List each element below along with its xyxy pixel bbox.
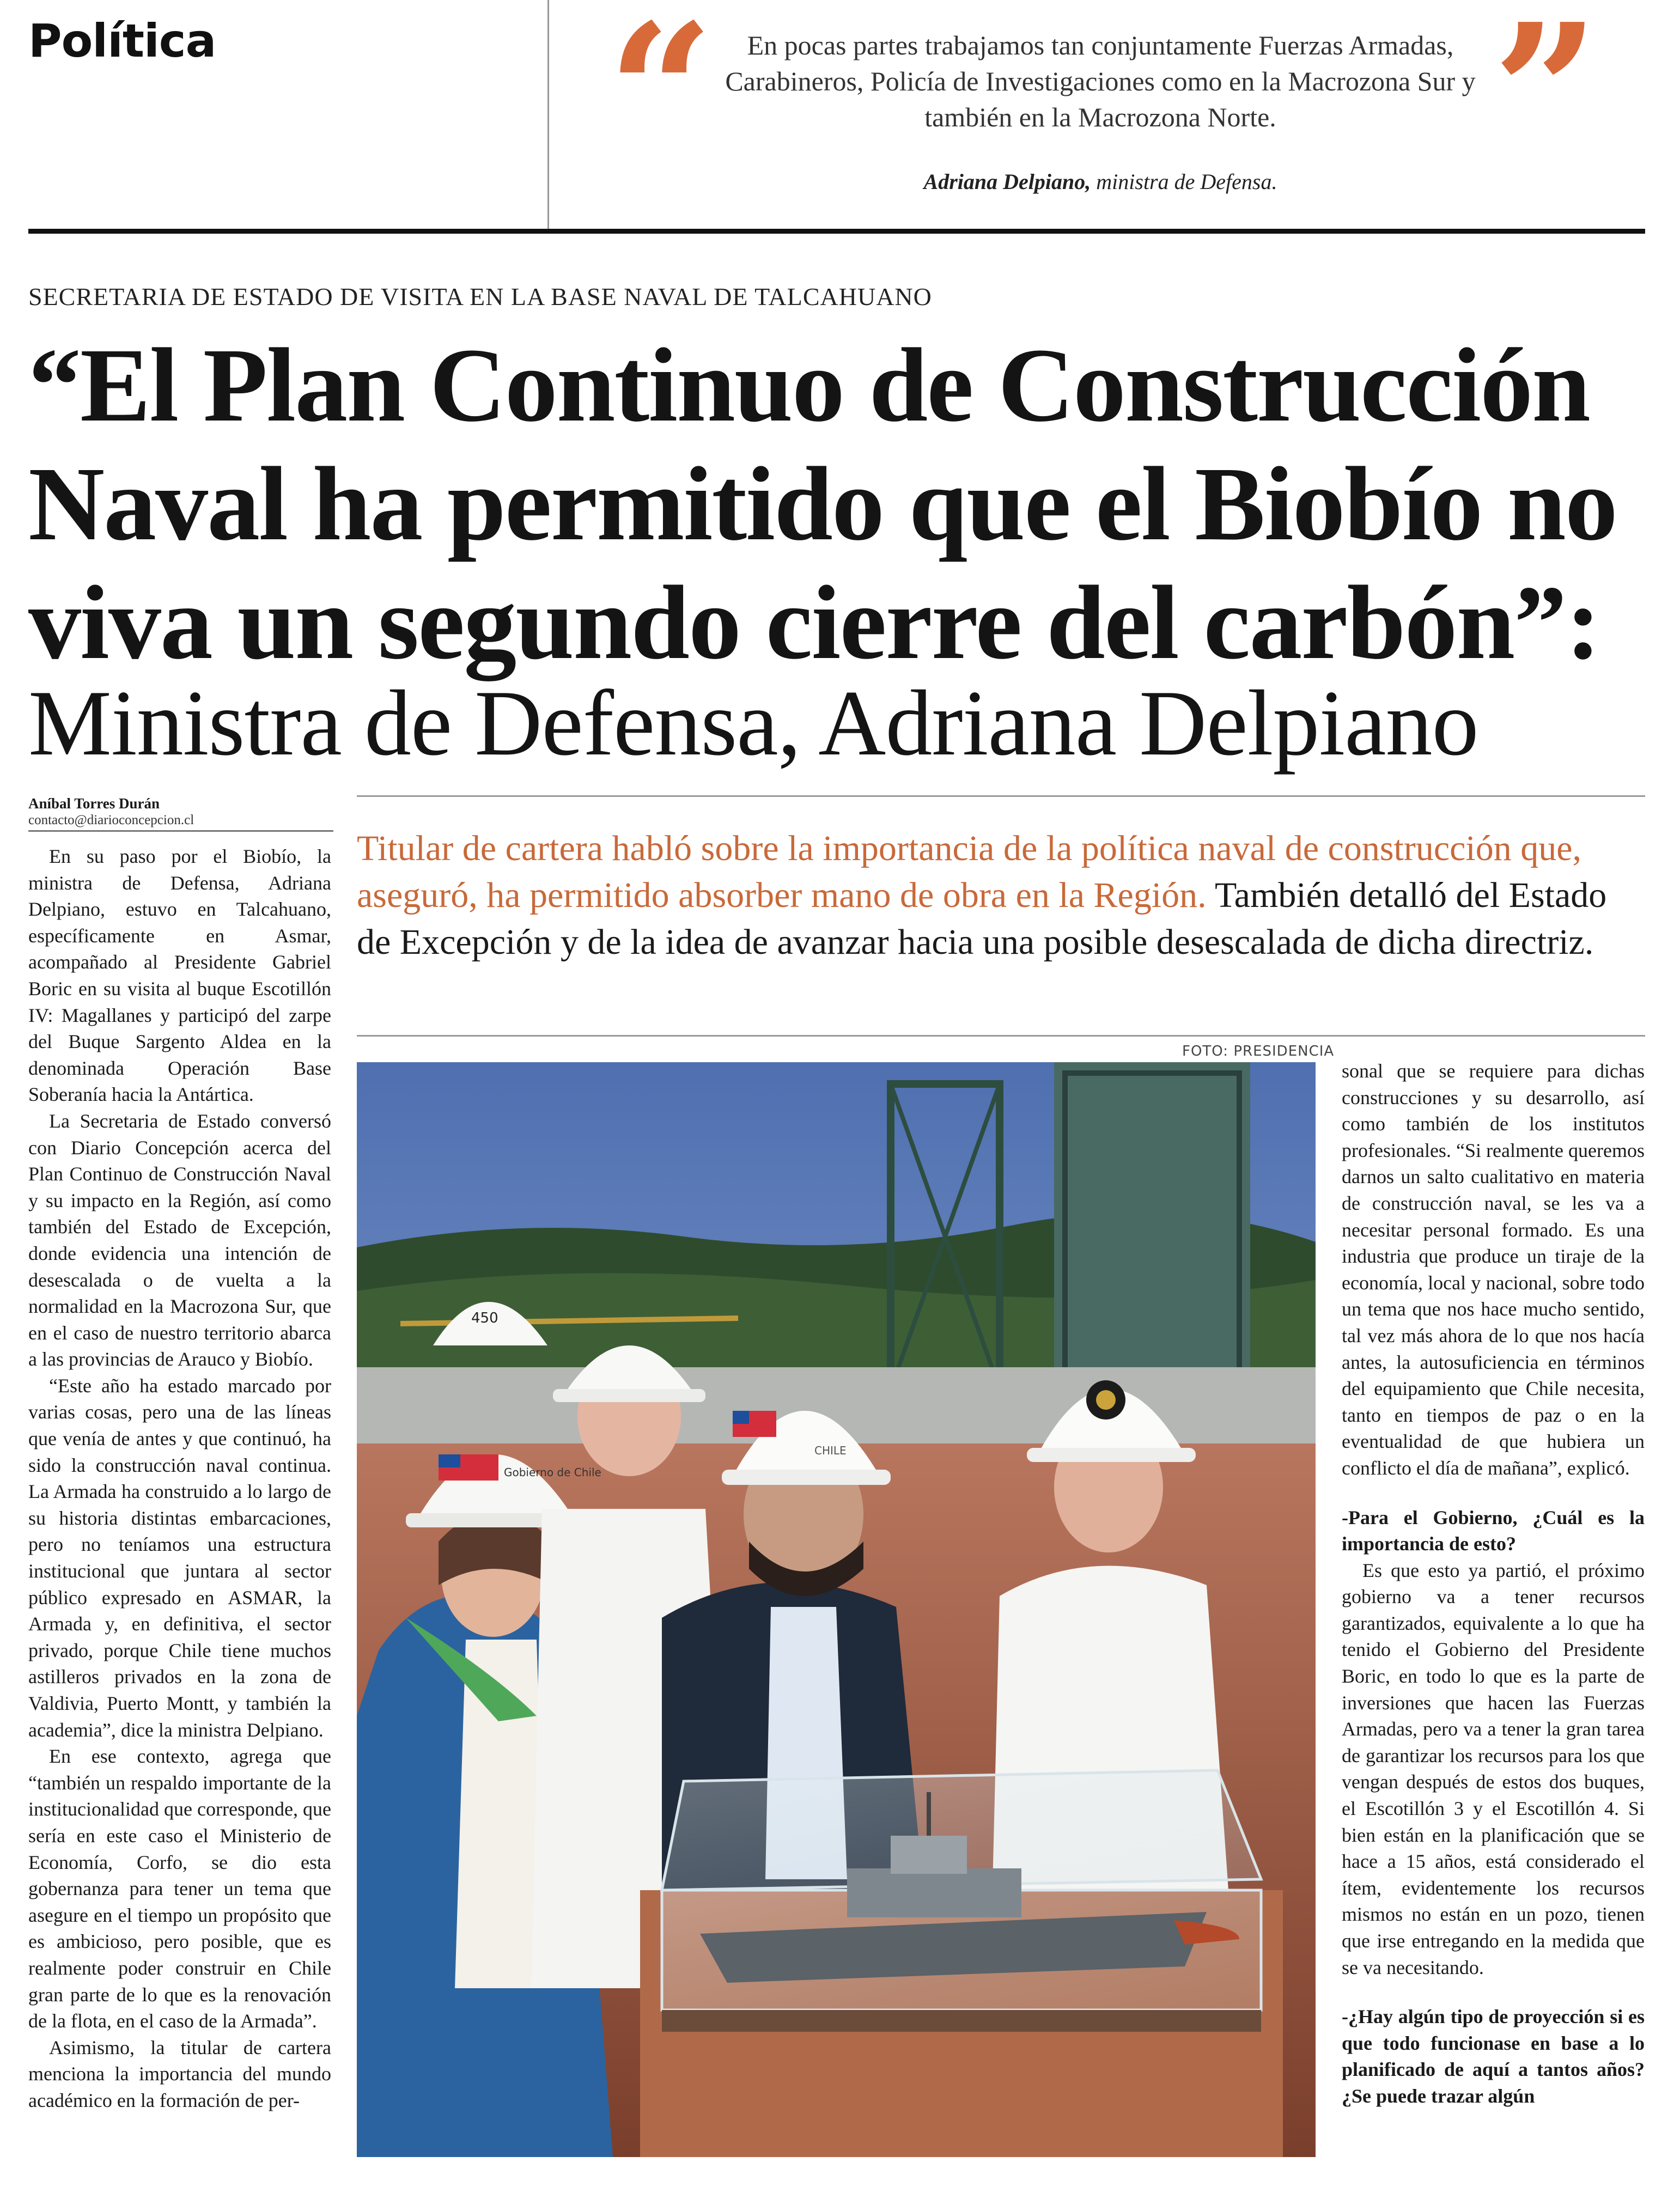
helmet-badge: CHILE [814, 1444, 847, 1457]
header-rule [28, 229, 1645, 234]
helmet-label: Gobierno de Chile [504, 1466, 601, 1479]
header-divider [547, 0, 549, 229]
body-paragraph: En su paso por el Biobío, la ministra de Defensa, Adriana Delpiano, estuvo en Talcahuano, específicamente en Asmar, acompañado al Presidente Gabriel Boric en su visita al buque Escotillón IV: Magallanes y participó del zarpe del Buque Sargento Aldea en la denominada Operación Base Soberanía hacia la Antártica. [28, 845, 331, 1106]
close-quote-icon: ” [1493, 0, 1599, 201]
body-right-column [1342, 1058, 1645, 2110]
body-paragraph: sonal que se requiere para dichas construcciones y su desarrollo, así como también de los institutos profesionales. “Si realmente queremos darnos un salto cualitativo en materia de construcción naval, se les va a necesitar personal formado. Es una industria que produce un tiraje de la economía, local y nacional, sobre todo un tema que nos hace mucho sentido, tal vez más ahora de lo que nos hacía antes, la autosuficiencia en términos del equipamiento que Chile necesita, tanto en tiempos de paz o en la eventualidad de que hubiera un conflicto el día de mañana”, explicó. [1342, 1060, 1645, 1479]
lead-accent: Titular de cartera habló sobre la importancia de la política naval de construcción que, aseguró, ha permitido absorber mano de obra en la Región. [357, 829, 1582, 915]
kicker: SECRETARIA DE ESTADO DE VISITA EN LA BASE NAVAL DE TALCAHUANO [28, 283, 932, 310]
subheadline: Ministra de Defensa, Adriana Delpiano [28, 672, 1478, 775]
pull-quote-role: ministra de Defensa. [1091, 169, 1277, 194]
pull-quote-attribution [719, 169, 1482, 194]
lead-paragraph [357, 825, 1642, 966]
body-paragraph: En ese contexto, agrega que “también un respaldo importante de la institucionalidad que corresponde, que sería en este caso el Ministerio de Economía, Corfo, se dio esta gobernanza para tener un tema que asegure en el tiempo un propósito que es ambicioso, pero posible, que es realmente poder construir en Chile gran parte de lo que es la renovación de la flota, en el caso de la Armada”. [28, 1745, 331, 2032]
byline-email: contacto@diarioconcepcion.cl [28, 813, 194, 827]
body-paragraph: Asimismo, la titular de cartera menciona la importancia del mundo académico en la formación de per- [28, 2036, 331, 2111]
helmet-number: 450 [471, 1310, 498, 1326]
photo-credit: FOTO: PRESIDENCIA [1182, 1043, 1335, 1059]
news-photo [357, 1062, 1316, 2157]
interview-question: -¿Hay algún tipo de proyección si es que todo funcionase en base a lo planificado de aquí a tantos años? ¿Se puede trazar algún [1342, 2006, 1645, 2107]
body-left-column [28, 843, 331, 2114]
body-paragraph: La Secretaria de Estado conversó con Diario Concepción acerca del Plan Continuo de Construcción Naval y su impacto en la Región, así como también del Estado de Excepción, donde evidencia una intención de desescalada o de vuelta a la normalidad en la Macrozona Sur, que en el caso de nuestro territorio abarca a las provincias de Arauco y Biobío. [28, 1110, 331, 1370]
interview-question: -Para el Gobierno, ¿Cuál es la importancia de esto? [1342, 1506, 1645, 1555]
open-quote-icon: “ [607, 0, 714, 201]
interview-answer: Es que esto ya partió, el próximo gobierno va a tener recursos garantizados, equivalente a lo que ha tenido el Gobierno del Presidente Boric, en todo lo que es la parte de inversiones que hacen las Fuerzas Armadas, pero va a tener la gran tarea de garantizar los recursos para los que vengan después de estos dos buques, el Escotillón 3 y el Escotillón 4. Si bien están en la planificación que se hace a 15 años, está considerado el ítem, evidentemente los recursos mismos no están en un pozo, tienen que irse entregando en la medida que se va necesitando. [1342, 1559, 1645, 1978]
photo-rule [357, 1035, 1645, 1037]
lead-rule [357, 795, 1645, 797]
pull-quote-text: En pocas partes trabajamos tan conjuntamente Fuerzas Armadas, Carabineros, Policía de Investigaciones como en la Macrozona Sur y también en la Macrozona Norte. [725, 30, 1476, 132]
byline-name: Aníbal Torres Durán [28, 795, 160, 812]
byline-rule [28, 830, 333, 832]
headline: “El Plan Continuo de Construcción Naval ha permitido que el Biobío no viva un segundo cierre del carbón”: [28, 326, 1617, 681]
pull-quote-author: Adriana Delpiano, [923, 169, 1091, 194]
section-label: Política [28, 14, 216, 68]
body-paragraph: “Este año ha estado marcado por varias cosas, pero una de las líneas que venía de antes y que continuó, ha sido la construcción naval continua. La Armada ha construido a lo largo de su historia distintas embarcaciones, pero no teníamos una estructura institucional que juntara al sector público expresado en ASMAR, la Armada y, en definitiva, el sector privado, porque Chile tiene muchos astilleros privados en la zona de Valdivia, Puerto Montt, y también la academia”, dice la ministra Delpiano. [28, 1374, 331, 1741]
lead-rest: También detalló del Estado de Excepción y de la idea de avanzar hacia una posible desescalada de dicha directriz. [357, 875, 1607, 962]
